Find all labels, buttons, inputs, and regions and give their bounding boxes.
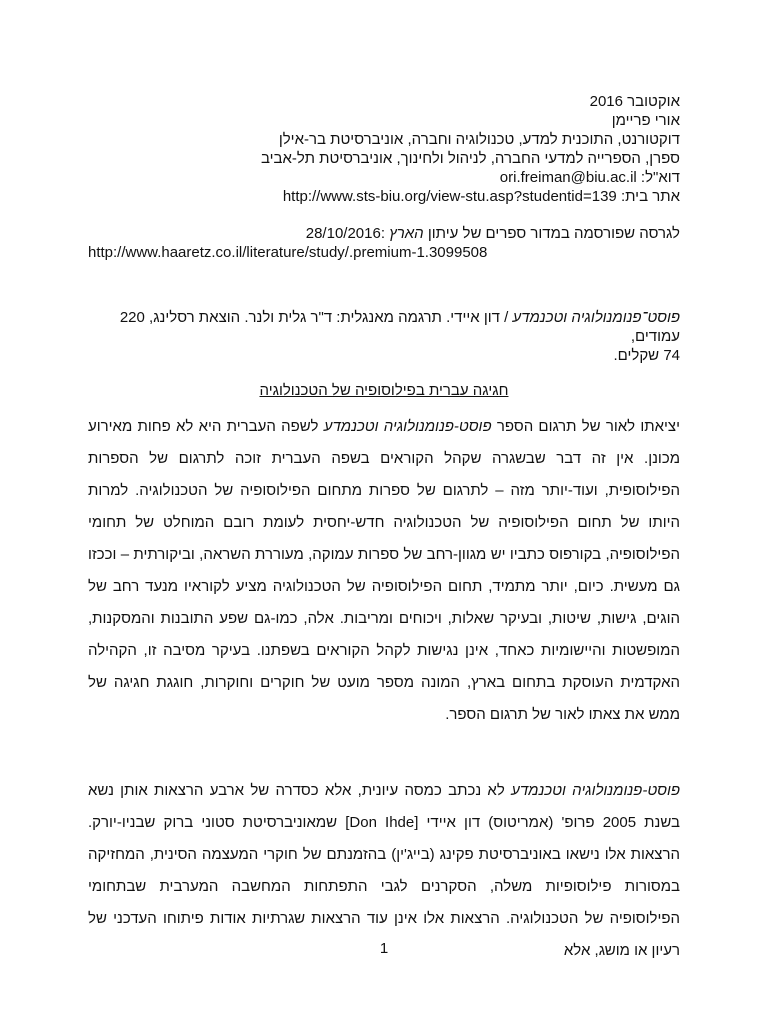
- author-affiliation-2: ספרן, הספרייה למדעי החברה, לניהול ולחינוך, אוניברסיטת תל-אביב: [260, 150, 680, 167]
- author-name: אורי פריימן: [611, 112, 680, 129]
- book-price: 74 שקלים.: [613, 347, 680, 364]
- paragraph-2-text: לא נכתב כמסה עיונית, אלא כסדרה של ארבע הרצאות אותן נשא בשנת 2005 פרופ' (אמריטוס) דון איידי [Don Ihde] שמאוניברסיטת סטוני ברוק שבניו-יורק. הרצאות אלו נישאו באוניברסיטת פקינג (בייג'ין) בהזמנתם של חוקרי המעצמה הסינית, המחזיקה במסורות פילוסופיות משלה, הסקרנים לגבי התפתחות המחשבה המערבית שבתחומי הפילוסופיה של הטכנולוגיה. הרצאות אלו אינן עוד הרצאות שגרתיות אודות פיתוחו העדכני של רעיון או מושג, אלא: [88, 782, 681, 959]
- website-line: [88, 187, 680, 206]
- book-title: פוסט־פנומנולוגיה וטכנמדע: [512, 309, 680, 326]
- paragraph-2-book-title: פוסט-פנומנולוגיה וטכנמדע: [511, 782, 681, 799]
- document-date: אוקטובר 2016: [589, 93, 680, 110]
- paragraph-1: [88, 411, 680, 731]
- article-heading: חגיגה עברית בפילוסופיה של הטכנולוגיה: [259, 382, 509, 399]
- publication-intro: לגרסה שפורסמה במדור ספרים של עיתון: [427, 225, 680, 242]
- page-number: 1: [379, 940, 389, 957]
- email-address[interactable]: ori.freiman@biu.ac.il: [499, 169, 637, 186]
- paragraph-1-book-title: פוסט-פנומנולוגיה וטכנמדע: [323, 418, 492, 435]
- publication-date: 28/10/2016:: [305, 225, 385, 242]
- paragraph-1-text: לשפה העברית היא לא פחות מאירוע מכונן. אין זה דבר שבשגרה שקהל הקוראים בשפה העברית זוכה לתרגום של הספרות הפילוסופית, ועוד-יותר מזה – לתרגום של ספרות מתחום הפילוסופיה של הטכנולוגיה. למרות היותו של תחום הפילוסופיה של הטכנולוגיה חדש-יחסית לעומת רובם המוחלט של תחומי הפילוסופיה, בקורפוס כתביו יש מגוון-רחב של ספרות עמוקה, מעוררת השראה, וביקורתית – וככזו גם מעשית. כיום, יותר מתמיד, תחום הפילוסופיה של הטכנולוגיה מציע לקוראיו מנעד רחב של הוגים, גישות, שיטות, ובעיקר שאלות, ויכוחים ומריבות. אלה, כמו-גם שפע התובנות והמסקנות, המופשטות והיישומיות כאחד, אינן נגישות לקהל הקוראים בשפתנו. בעיקר מסיבה זו, הקהילה האקדמית העוסקת בתחום בארץ, המונה מספר מועט של חוקרים וחוקרות, חוגגת חגיגה של ממש את צאתו לאור של תרגום הספר.: [88, 418, 680, 723]
- document-page: [88, 92, 680, 967]
- email-label: דוא"ל:: [640, 169, 680, 186]
- publication-url[interactable]: http://www.haaretz.co.il/literature/study/.premium-1.3099508: [88, 244, 488, 261]
- newspaper-name: הארץ: [389, 225, 424, 242]
- website-label: אתר בית:: [620, 188, 680, 205]
- book-reference: [88, 308, 680, 365]
- author-affiliation-1: דוקטורנט, התוכנית למדע, טכנולוגיה וחברה, אוניברסיטת בר-אילן: [278, 131, 680, 148]
- website-url[interactable]: http://www.sts-biu.org/view-stu.asp?studentid=139: [282, 188, 617, 205]
- paragraph-1-prefix: יציאתו לאור של תרגום הספר: [491, 418, 681, 435]
- publication-line: [88, 224, 680, 243]
- email-line: [88, 168, 680, 187]
- paragraph-2: [88, 775, 680, 967]
- book-details: / דון איידי. תרגמה מאנגלית: ד"ר גלית ולנר. הוצאת רסלינג, 220 עמודים,: [119, 309, 680, 345]
